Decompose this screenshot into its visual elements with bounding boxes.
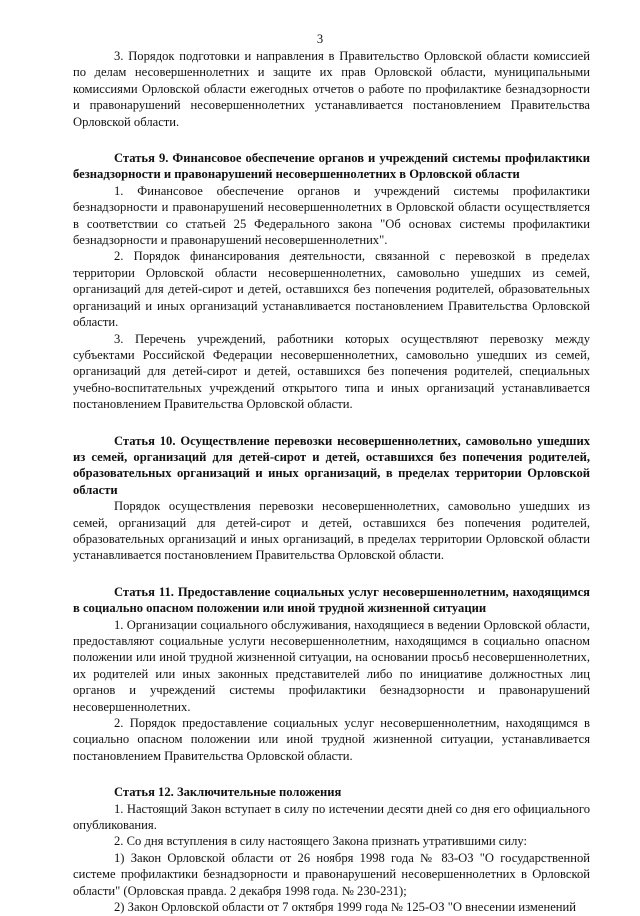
section-gap	[73, 413, 590, 433]
page-number: 3	[316, 32, 324, 46]
paragraph: 2. Со дня вступления в силу настоящего Закона признать утратившими силу:	[114, 834, 528, 849]
paragraph: 2. Порядок предоставление социальных услуг несовершеннолетним, находящимся в социально опасном положении или иной трудной жизненной ситуации, устанавливается постановлением Правительства Орловской области.	[73, 716, 590, 763]
article-heading: Статья 9. Финансовое обеспечение органов и учреждений системы профилактики безнадзорности и правонарушений несовершеннолетних в Орловской области	[73, 151, 590, 182]
paragraph: 3. Порядок подготовки и направления в Правительство Орловской области комиссией по делам несовершеннолетних и защите их прав Орловской области, муниципальными комиссиями Орловской области ежегодных отчетов о работе по профилактике безнадзорности и правонарушений несовершеннолетних устанавливается постановлением Правительства Орловской области.	[73, 49, 590, 129]
paragraph: 2) Закон Орловской области от 7 октября 1999 года № 125-ОЗ "О внесении изменений	[114, 900, 577, 915]
document-body	[73, 48, 590, 916]
article-heading: Статья 11. Предоставление социальных услуг несовершеннолетним, находящимся в социально опасном положении или иной трудной жизненной ситуации	[73, 584, 590, 616]
paragraph: 1) Закон Орловской области от 26 ноября 1998 года № 83-ОЗ "О государственной системе профилактики безнадзорности и правонарушений несовершеннолетних в Орловской области" (Орловская правда. 2 декабря 1998 года. № 230-231);	[73, 850, 590, 898]
paragraph: Порядок осуществления перевозки несовершеннолетних, самовольно ушедших из семей, организаций для детей-сирот и детей, оставшихся без попечения родителей, образовательных организаций и иных организаций, в пределах территории Орловской области устанавливается постановлением Правительства Орловской области.	[73, 499, 590, 563]
paragraph: 1. Настоящий Закон вступает в силу по истечении десяти дней со дня его официального опубликования.	[73, 801, 590, 833]
paragraph: 1. Финансовое обеспечение органов и учреждений системы профилактики безнадзорности и правонарушений несовершеннолетних в Орловской области осуществляется в соответствии со статьей 25 Федерального закона "Об основах системы профилактики безнадзорности и правонарушений несовершеннолетних".	[73, 183, 590, 248]
paragraph: 1. Организации социального обслуживания, находящиеся в ведении Орловской области, предоставляют социальные услуги несовершеннолетним, находящимся в социально опасном положении или иной трудной жизненной ситуации, на основании просьб несовершеннолетних, их родителей или иных законных представителей либо по инициативе должностных лиц органов и учреждений системы профилактики безнадзорности и правонарушений несовершеннолетних.	[73, 617, 590, 714]
paragraph: 2. Порядок финансирования деятельности, связанной с перевозкой в пределах территории Орловской области несовершеннолетних, самовольно ушедших из семей, организаций для детей-сирот и детей, оставшихся без попечения родителей, образовательных организаций и иных организаций устанавливается постановлением Правительства Орловской области.	[73, 249, 590, 330]
section-gap	[73, 130, 590, 150]
article-heading: Статья 12. Заключительные положения	[114, 785, 342, 800]
article-heading: Статья 10. Осуществление перевозки несовершеннолетних, самовольно ушедших из семей, организаций для детей-сирот и детей, оставшихся без попечения родителей, образовательных организаций и иных организаций, в пределах территории Орловской области	[73, 433, 590, 497]
paragraph: 3. Перечень учреждений, работники которых осуществляют перевозку между субъектами Российской Федерации несовершеннолетних, самовольно ушедших из семей, организаций для детей-сирот и детей, оставшихся без попечения родителей, специальных учебно-воспитательных учреждений открытого типа и иных организаций устанавливается постановлением Правительства Орловской области.	[73, 331, 590, 412]
section-gap	[73, 564, 590, 584]
section-gap	[73, 764, 590, 784]
